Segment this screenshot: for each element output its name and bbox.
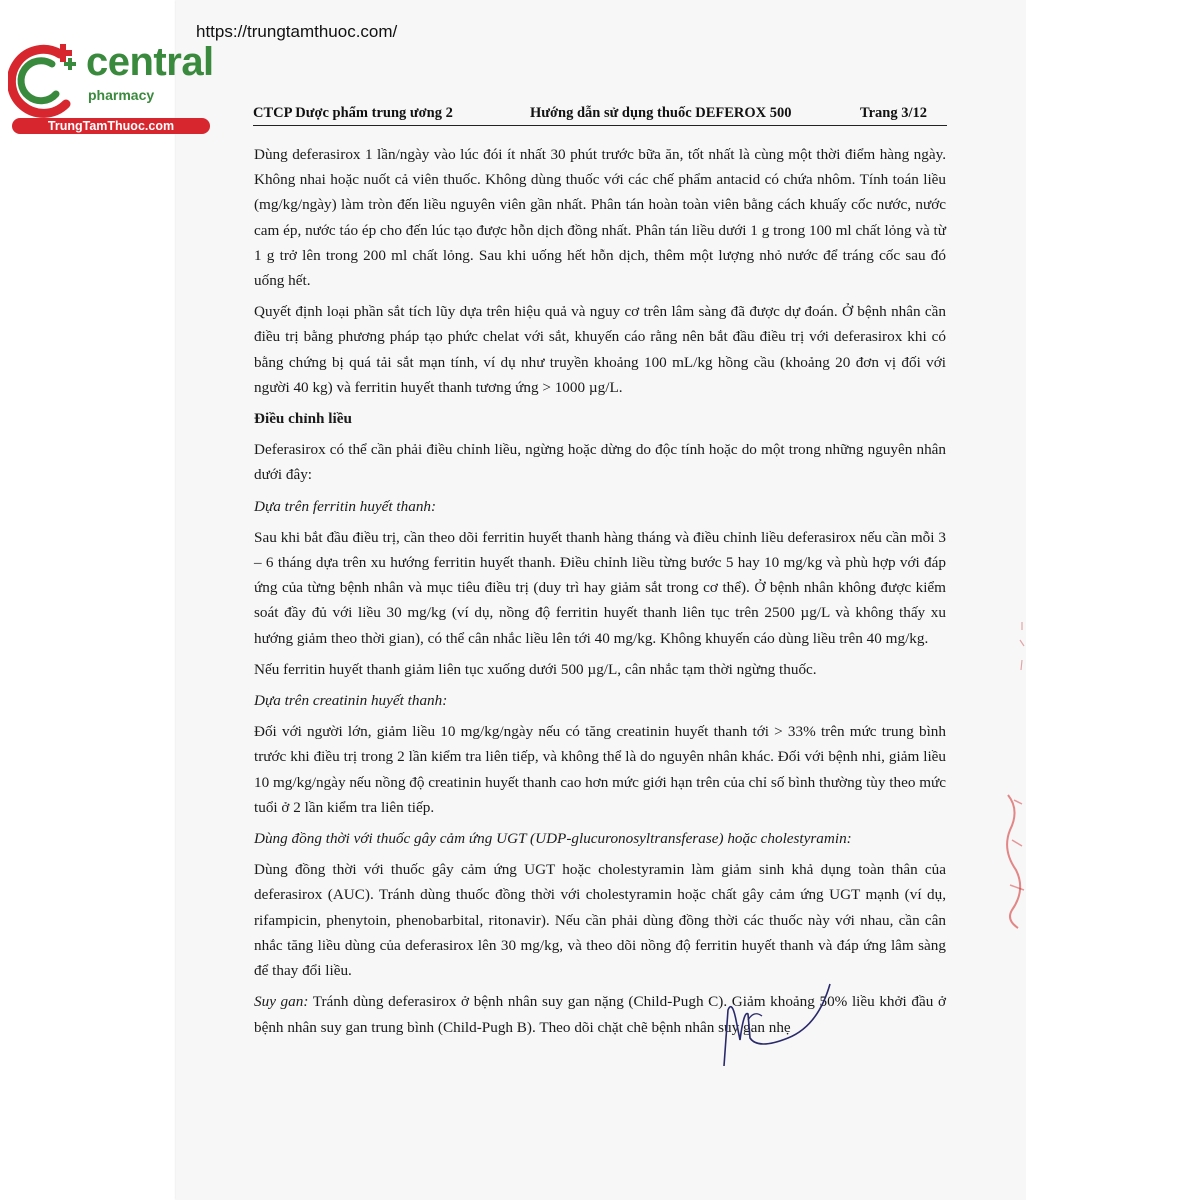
paragraph-hepatic	[254, 989, 946, 1039]
stamp-mark	[1000, 790, 1030, 930]
paragraph-creatinine: Đối với người lớn, giảm liều 10 mg/kg/ngày nếu có tăng creatinin huyết thanh tới > 33% trên mức trung bình trước khi điều trị trong 2 lần kiểm tra liên tiếp, và không thể là do nguyên nhân khác. Đối với bệnh nhi, giảm liều 10 mg/kg/ngày nếu nồng độ creatinin huyết thanh cao hơn mức giới hạn trên của chỉ số bình thường tùy theo mức tuổi ở 2 lần kiểm tra liên tiếp.	[254, 723, 947, 816]
logo-site-bar: TrungTamThuoc.com	[12, 118, 210, 134]
paragraph-ugt: Dùng đồng thời với thuốc gây cảm ứng UGT hoặc cholestyramin làm giảm sinh khả dụng toàn thân của deferasirox (AUC). Tránh dùng thuốc đồng thời với cholestyramin hoặc chất gây cảm ứng UGT mạnh (ví dụ, rifampicin, phenytoin, phenobarbital, ritonavir). Nếu cần phải dùng đồng thời các thuốc này với nhau, cần cân nhắc tăng liều dùng của deferasirox lên 30 mg/kg, và theo dõi nồng độ ferritin huyết thanh và đáp ứng lâm sàng để thay đổi liều.	[254, 861, 946, 980]
paragraph-start-treatment: Quyết định loại phần sắt tích lũy dựa trên hiệu quả và nguy cơ trên lâm sàng đã được dự đoán. Ở bệnh nhân cần điều trị bằng phương pháp tạo phức chelat với sắt, khuyến cáo rằng nên bắt đầu điều trị với deferasirox khi có bằng chứng bị quá tải sắt mạn tính, ví dụ như truyền khoảng 100 mL/kg hồng cầu (khoảng 20 đơn vị đối với người 40 kg) và ferritin huyết thanh tương ứng > 1000 µg/L.	[254, 303, 946, 396]
logo-subtitle: pharmacy	[88, 87, 155, 103]
paragraph-administration: Dùng deferasirox 1 lần/ngày vào lúc đói ít nhất 30 phút trước bữa ăn, tốt nhất là cùng một thời điểm hàng ngày. Không nhai hoặc nuốt cả viên thuốc. Không dùng thuốc với các chế phẩm antacid có chứa nhôm. Tính toán liều (mg/kg/ngày) làm tròn đến liều nguyên viên gần nhất. Phân tán hoàn toàn viên bằng cách khuấy cốc nước, nước cam ép, nước táo ép cho đến lúc tạo được hỗn dịch đồng nhất. Phân tán liều dưới 1 g trong 100 ml chất lỏng và từ 1 g trở lên trong 200 ml chất lỏng. Sau khi uống hết hỗn dịch, thêm một lượng nhỏ nước để tráng cốc sau đó uống hết.	[254, 146, 946, 290]
document-body	[254, 142, 946, 1046]
section-heading-dose-adjustment: Điều chỉnh liều	[254, 410, 352, 428]
paragraph-ferritin: Sau khi bắt đầu điều trị, cần theo dõi ferritin huyết thanh hàng tháng và điều chỉnh liều deferasirox nếu cần mỗi 3 – 6 tháng dựa trên xu hướng ferritin huyết thanh. Điều chỉnh liều từng bước 5 hay 10 mg/kg và phù hợp với đáp ứng của từng bệnh nhân và mục tiêu điều trị (duy trì hay giảm sắt trong cơ thể). Ở bệnh nhân không được kiểm soát đầy đủ với liều 30 mg/kg (ví dụ, nồng độ ferritin huyết thanh liên tục trên 2500 µg/L và không thấy xu hướng giảm theo thời gian), có thể cân nhắc liều lên tới 40 mg/kg. Không khuyến cáo dùng liều trên 40 mg/kg.	[254, 528, 946, 647]
page-header	[253, 103, 947, 126]
page-margin	[1026, 0, 1200, 1200]
margin-marks	[1016, 620, 1028, 680]
watermark-url: https://trungtamthuoc.com/	[196, 22, 398, 41]
logo-name: central	[86, 40, 214, 84]
header-page-number: Trang 3/12	[860, 105, 927, 121]
header-company: CTCP Dược phẩm trung ương 2	[253, 105, 453, 121]
paragraph-dose-adjustment-intro: Deferasirox có thể cần phải điều chỉnh liều, ngừng hoặc dừng do độc tính hoặc do một trong những nguyên nhân dưới đây:	[254, 441, 946, 484]
hepatic-text: Tránh dùng deferasirox ở bệnh nhân suy gan nặng (Child-Pugh C). Giảm khoảng 50% liều khởi đầu ở bệnh nhân suy gan trung bình (Child-Pugh B). Theo dõi chặt chẽ bệnh nhân suy gan nhẹ	[254, 993, 946, 1036]
hepatic-lead: Suy gan:	[254, 993, 309, 1011]
subheading-creatinine: Dựa trên creatinin huyết thanh:	[254, 692, 448, 710]
header-doc-title: Hướng dẫn sử dụng thuốc DEFEROX 500	[530, 105, 792, 121]
paragraph-ferritin-low: Nếu ferritin huyết thanh giảm liên tục xuống dưới 500 µg/L, cân nhắc tạm thời ngừng thuốc.	[254, 660, 817, 678]
subheading-ferritin: Dựa trên ferritin huyết thanh:	[254, 497, 437, 515]
signature	[718, 980, 838, 1070]
subheading-ugt: Dùng đồng thời với thuốc gây cảm ứng UGT (UDP-glucuronosyltransferase) hoặc cholestyramin:	[254, 830, 852, 848]
